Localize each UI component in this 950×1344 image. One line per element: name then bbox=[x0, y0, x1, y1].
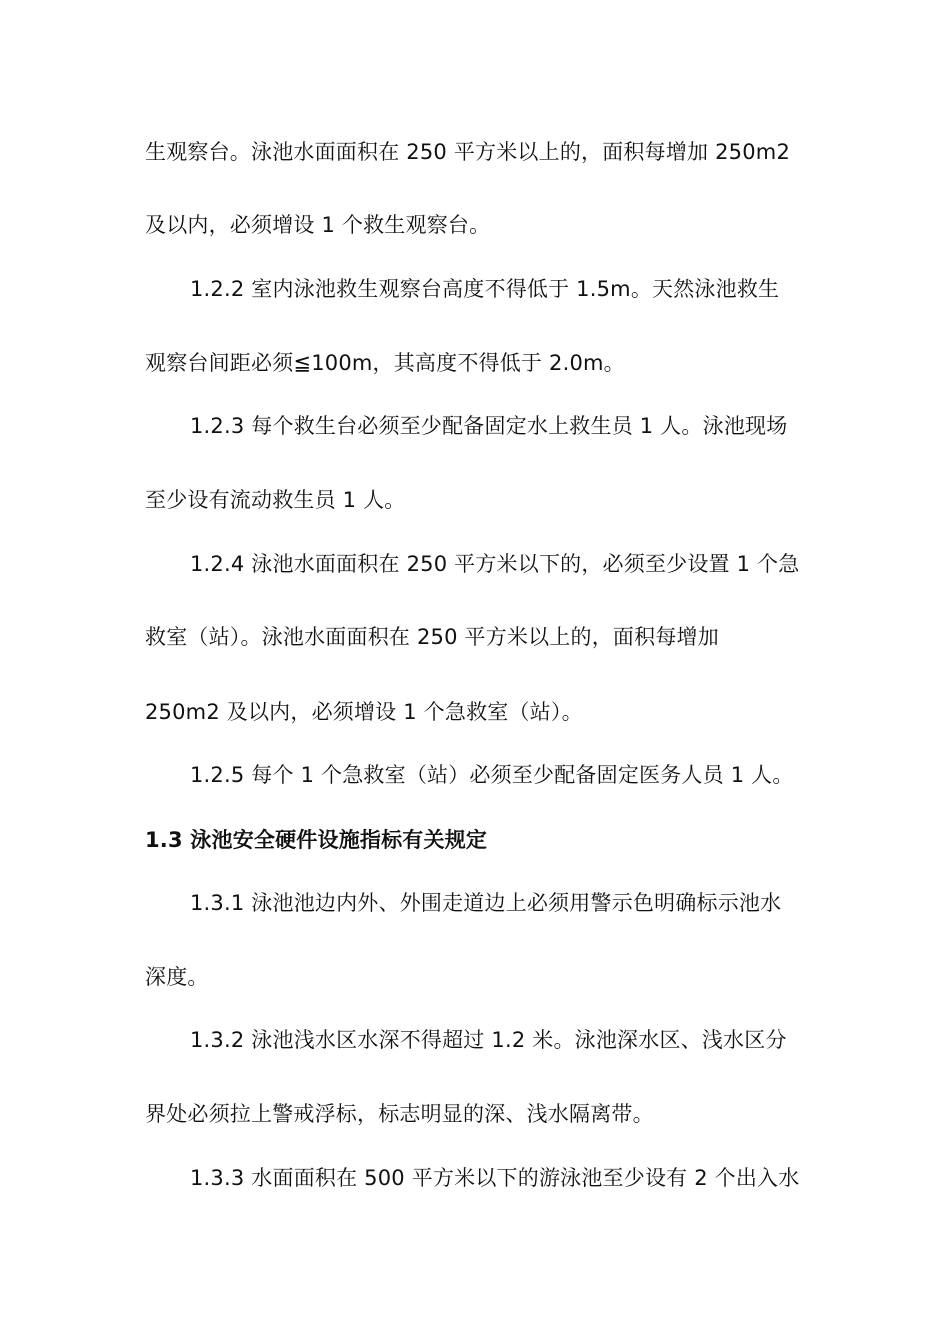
text-line: 观察台间距必须≦100m，其高度不得低于 2.0m。 bbox=[145, 351, 625, 375]
text-line: 深度。 bbox=[145, 965, 209, 989]
text-line: 至少设有流动救生员 1 人。 bbox=[145, 488, 406, 512]
text-line: 250m2 及以内，必须增设 1 个急救室（站）。 bbox=[145, 700, 583, 724]
text-line: 及以内，必须增设 1 个救生观察台。 bbox=[145, 213, 491, 237]
paragraph-1-3-2: 1.3.2 泳池浅水区水深不得超过 1.2 米。泳池深水区、浅水区分 bbox=[190, 1028, 787, 1052]
text-line: 界处必须拉上警戒浮标，标志明显的深、浅水隔离带。 bbox=[145, 1102, 654, 1126]
section-heading-1-3: 1.3 泳池安全硬件设施指标有关规定 bbox=[145, 828, 488, 852]
paragraph-1-3-1: 1.3.1 泳池池边内外、外围走道边上必须用警示色明确标示池水 bbox=[190, 891, 782, 915]
paragraph-1-3-3: 1.3.3 水面面积在 500 平方米以下的游泳池至少设有 2 个出入水 bbox=[190, 1166, 800, 1190]
text-line: 救室（站）。泳池水面面积在 250 平方米以上的，面积每增加 bbox=[145, 625, 719, 649]
text-line: 生观察台。泳池水面面积在 250 平方米以上的，面积每增加 250m2 bbox=[145, 140, 791, 164]
paragraph-1-2-3: 1.2.3 每个救生台必须至少配备固定水上救生员 1 人。泳池现场 bbox=[190, 414, 788, 438]
paragraph-1-2-5: 1.2.5 每个 1 个急救室（站）必须至少配备固定医务人员 1 人。 bbox=[190, 763, 794, 787]
paragraph-1-2-2: 1.2.2 室内泳池救生观察台高度不得低于 1.5m。天然泳池救生 bbox=[190, 277, 780, 301]
paragraph-1-2-4: 1.2.4 泳池水面面积在 250 平方米以下的，必须至少设置 1 个急 bbox=[190, 552, 800, 576]
